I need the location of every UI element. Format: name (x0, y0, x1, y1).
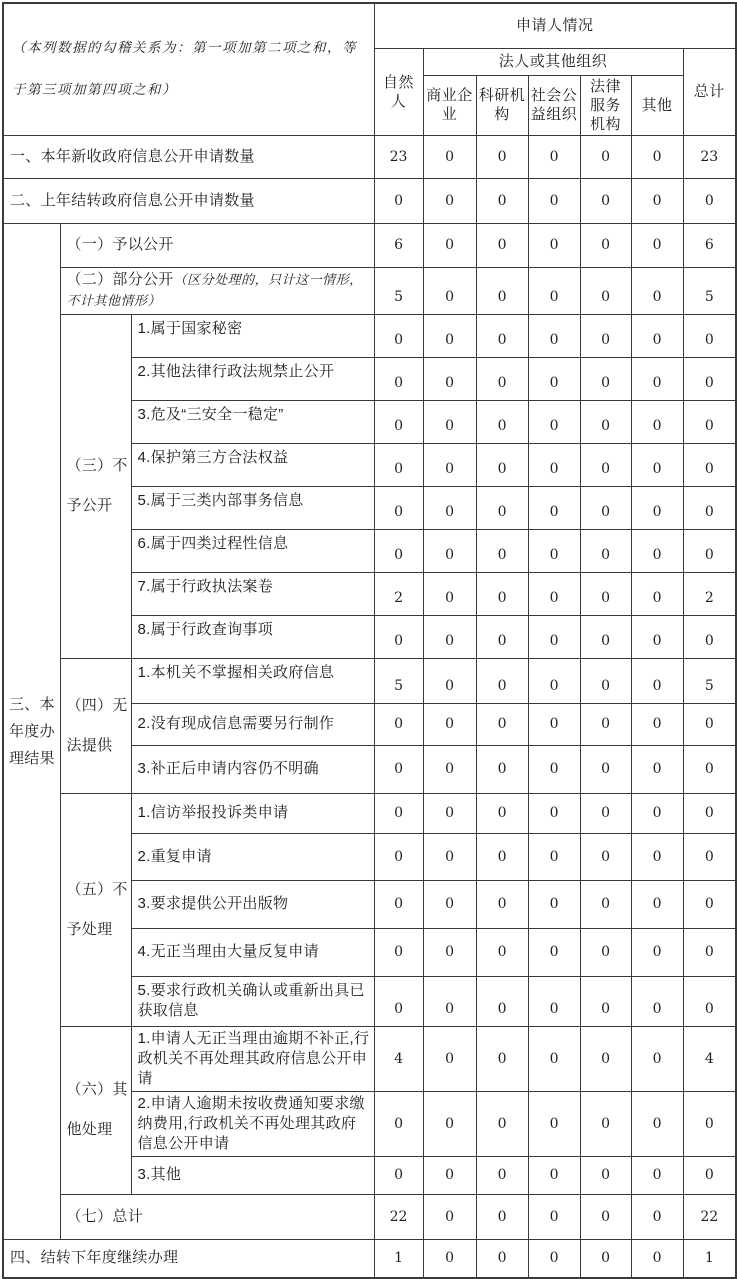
value-cell: 0 (423, 400, 476, 443)
value-cell: 0 (631, 1091, 683, 1156)
value-cell: 5 (374, 658, 423, 703)
value-cell: 0 (631, 833, 683, 880)
value-cell: 0 (423, 703, 476, 745)
value-cell: 0 (580, 572, 631, 615)
value-cell: 0 (580, 267, 631, 314)
value-cell: 5 (683, 267, 736, 314)
section-notprocessed-label: （五）不予处理 (60, 793, 131, 1026)
row-unable-1 (3, 658, 736, 703)
value-cell: 0 (528, 267, 580, 314)
row-granted (3, 223, 736, 267)
value-cell: 0 (528, 1091, 580, 1156)
value-cell: 0 (476, 1239, 528, 1278)
value-cell: 0 (631, 1194, 683, 1239)
value-cell: 0 (374, 928, 423, 976)
value-cell: 23 (374, 135, 423, 178)
value-cell: 0 (476, 357, 528, 400)
section-results-label: 三、本年度办理结果 (3, 223, 60, 1239)
value-cell: 0 (528, 486, 580, 529)
value-cell: 0 (631, 615, 683, 658)
value-cell: 0 (528, 223, 580, 267)
value-cell: 0 (683, 357, 736, 400)
value-cell: 0 (631, 976, 683, 1026)
value-cell: 0 (580, 178, 631, 223)
value-cell: 0 (528, 529, 580, 572)
value-cell: 0 (476, 928, 528, 976)
value-cell: 0 (631, 223, 683, 267)
value-cell: 0 (683, 615, 736, 658)
value-cell: 0 (528, 615, 580, 658)
value-cell: 0 (631, 178, 683, 223)
row-label-notprocessed-2: 2.重复申请 (131, 833, 374, 880)
row-label-carried-over: 二、上年结转政府信息公开申请数量 (3, 178, 374, 223)
value-cell: 0 (631, 1026, 683, 1091)
row-label-refused-1: 1.属于国家秘密 (131, 314, 374, 357)
value-cell: 0 (374, 703, 423, 745)
value-cell: 0 (476, 1091, 528, 1156)
partial-label: （二）部分公开 (66, 270, 174, 288)
value-cell: 0 (374, 357, 423, 400)
value-cell: 0 (476, 1026, 528, 1091)
value-cell: 0 (476, 833, 528, 880)
value-cell: 0 (580, 833, 631, 880)
row-next-year (3, 1239, 736, 1278)
value-cell: 22 (683, 1194, 736, 1239)
value-cell: 0 (631, 443, 683, 486)
section-refused-label: （三）不予公开 (60, 314, 131, 658)
row-partial (3, 267, 736, 314)
value-cell: 4 (683, 1026, 736, 1091)
value-cell: 0 (423, 833, 476, 880)
value-cell: 0 (683, 486, 736, 529)
value-cell: 0 (476, 1156, 528, 1194)
value-cell: 0 (374, 1156, 423, 1194)
row-label-subtotal: （七）总计 (60, 1194, 374, 1239)
col-header-other-org: 其他 (631, 75, 683, 135)
value-cell: 0 (631, 529, 683, 572)
value-cell: 0 (374, 529, 423, 572)
row-label-other-3: 3.其他 (131, 1156, 374, 1194)
value-cell: 0 (580, 1091, 631, 1156)
value-cell: 0 (528, 178, 580, 223)
value-cell: 0 (423, 443, 476, 486)
value-cell: 0 (683, 928, 736, 976)
value-cell: 0 (476, 443, 528, 486)
value-cell: 0 (476, 880, 528, 928)
value-cell: 0 (423, 135, 476, 178)
value-cell: 0 (631, 486, 683, 529)
value-cell: 6 (683, 223, 736, 267)
value-cell: 0 (580, 880, 631, 928)
value-cell: 0 (580, 928, 631, 976)
col-header-research: 科研机构 (476, 75, 528, 135)
value-cell: 0 (631, 745, 683, 793)
row-subtotal (3, 1194, 736, 1239)
col-header-public-welfare: 社会公益组织 (528, 75, 580, 135)
value-cell: 0 (476, 976, 528, 1026)
value-cell: 0 (631, 1156, 683, 1194)
value-cell: 0 (580, 976, 631, 1026)
value-cell: 0 (631, 880, 683, 928)
row-label-unable-2: 2.没有现成信息需要另行制作 (131, 703, 374, 745)
value-cell: 4 (374, 1026, 423, 1091)
value-cell: 0 (423, 1026, 476, 1091)
value-cell: 0 (476, 1194, 528, 1239)
row-label-granted: （一）予以公开 (60, 223, 374, 267)
value-cell: 0 (631, 314, 683, 357)
value-cell: 5 (683, 658, 736, 703)
value-cell: 0 (423, 1156, 476, 1194)
value-cell: 0 (580, 357, 631, 400)
row-label-refused-7: 7.属于行政执法案卷 (131, 572, 374, 615)
value-cell: 0 (528, 443, 580, 486)
value-cell: 2 (683, 572, 736, 615)
corner-note: （本列数据的勾稽关系为：第一项加第二项之和，等于第三项加第四项之和） (3, 3, 374, 135)
value-cell: 0 (631, 658, 683, 703)
value-cell: 0 (580, 1156, 631, 1194)
row-label-refused-5: 5.属于三类内部事务信息 (131, 486, 374, 529)
row-carried-over (3, 178, 736, 223)
value-cell: 0 (631, 357, 683, 400)
value-cell: 0 (580, 400, 631, 443)
row-label-partial (60, 267, 374, 314)
value-cell: 0 (476, 572, 528, 615)
value-cell: 0 (476, 135, 528, 178)
disclosure-request-table (2, 2, 737, 1279)
value-cell: 0 (374, 880, 423, 928)
value-cell: 0 (476, 400, 528, 443)
value-cell: 0 (683, 529, 736, 572)
value-cell: 0 (528, 135, 580, 178)
value-cell: 0 (683, 793, 736, 833)
value-cell: 0 (374, 178, 423, 223)
value-cell: 0 (476, 178, 528, 223)
header-row-1 (3, 3, 736, 48)
value-cell: 0 (476, 745, 528, 793)
value-cell: 0 (528, 1239, 580, 1278)
value-cell: 0 (476, 615, 528, 658)
value-cell: 0 (423, 314, 476, 357)
value-cell: 0 (528, 833, 580, 880)
row-label-other-2: 2.申请人逾期未按收费通知要求缴纳费用,行政机关不再处理其政府信息公开申请 (131, 1091, 374, 1156)
value-cell: 0 (374, 793, 423, 833)
value-cell: 0 (683, 1156, 736, 1194)
value-cell: 0 (423, 1091, 476, 1156)
row-new-received (3, 135, 736, 178)
value-cell: 23 (683, 135, 736, 178)
value-cell: 0 (683, 976, 736, 1026)
value-cell: 0 (580, 529, 631, 572)
row-label-refused-3: 3.危及“三安全一稳定” (131, 400, 374, 443)
value-cell: 0 (683, 880, 736, 928)
value-cell: 0 (528, 928, 580, 976)
value-cell: 0 (423, 223, 476, 267)
value-cell: 0 (423, 529, 476, 572)
value-cell: 0 (683, 745, 736, 793)
value-cell: 0 (476, 703, 528, 745)
value-cell: 0 (423, 178, 476, 223)
value-cell: 0 (528, 703, 580, 745)
row-label-refused-8: 8.属于行政查询事项 (131, 615, 374, 658)
value-cell: 0 (374, 400, 423, 443)
value-cell: 0 (374, 745, 423, 793)
value-cell: 0 (528, 357, 580, 400)
value-cell: 5 (374, 267, 423, 314)
value-cell: 0 (423, 357, 476, 400)
value-cell: 0 (423, 1194, 476, 1239)
value-cell: 0 (528, 572, 580, 615)
value-cell: 0 (528, 1194, 580, 1239)
col-header-total: 总计 (683, 48, 736, 135)
col-header-legal-org: 法人或其他组织 (423, 48, 683, 75)
value-cell: 2 (374, 572, 423, 615)
value-cell: 0 (683, 833, 736, 880)
value-cell: 0 (374, 1091, 423, 1156)
value-cell: 22 (374, 1194, 423, 1239)
value-cell: 0 (423, 267, 476, 314)
value-cell: 6 (374, 223, 423, 267)
value-cell: 0 (580, 135, 631, 178)
value-cell: 0 (683, 1091, 736, 1156)
value-cell: 0 (528, 314, 580, 357)
value-cell: 0 (683, 703, 736, 745)
value-cell: 0 (374, 833, 423, 880)
section-other-label: （六）其他处理 (60, 1026, 131, 1194)
row-label-unable-1: 1.本机关不掌握相关政府信息 (131, 658, 374, 703)
value-cell: 0 (423, 793, 476, 833)
value-cell: 0 (683, 443, 736, 486)
value-cell: 0 (528, 1026, 580, 1091)
value-cell: 0 (631, 793, 683, 833)
row-label-refused-2: 2.其他法律行政法规禁止公开 (131, 357, 374, 400)
value-cell: 0 (631, 267, 683, 314)
value-cell: 0 (631, 703, 683, 745)
value-cell: 0 (423, 658, 476, 703)
value-cell: 0 (374, 314, 423, 357)
row-label-other-1: 1.申请人无正当理由逾期不补正,行政机关不再处理其政府信息公开申请 (131, 1026, 374, 1091)
value-cell: 0 (423, 615, 476, 658)
row-label-notprocessed-5: 5.要求行政机关确认或重新出具已获取信息 (131, 976, 374, 1026)
value-cell: 1 (374, 1239, 423, 1278)
value-cell: 0 (580, 314, 631, 357)
value-cell: 1 (683, 1239, 736, 1278)
value-cell: 0 (631, 928, 683, 976)
value-cell: 0 (580, 486, 631, 529)
row-label-notprocessed-1: 1.信访举报投诉类申请 (131, 793, 374, 833)
value-cell: 0 (528, 1156, 580, 1194)
value-cell: 0 (683, 314, 736, 357)
value-cell: 0 (423, 928, 476, 976)
value-cell: 0 (580, 658, 631, 703)
value-cell: 0 (423, 486, 476, 529)
value-cell: 0 (631, 400, 683, 443)
value-cell: 0 (423, 880, 476, 928)
value-cell: 0 (423, 745, 476, 793)
row-label-unable-3: 3.补正后申请内容仍不明确 (131, 745, 374, 793)
value-cell: 0 (580, 1026, 631, 1091)
value-cell: 0 (374, 486, 423, 529)
value-cell: 0 (374, 976, 423, 1026)
value-cell: 0 (631, 572, 683, 615)
value-cell: 0 (374, 443, 423, 486)
value-cell: 0 (374, 615, 423, 658)
value-cell: 0 (476, 267, 528, 314)
col-header-commercial: 商业企业 (423, 75, 476, 135)
value-cell: 0 (580, 793, 631, 833)
row-label-next-year: 四、结转下年度继续办理 (3, 1239, 374, 1278)
value-cell: 0 (683, 178, 736, 223)
row-label-notprocessed-4: 4.无正当理由大量反复申请 (131, 928, 374, 976)
value-cell: 0 (423, 572, 476, 615)
value-cell: 0 (631, 1239, 683, 1278)
value-cell: 0 (528, 400, 580, 443)
row-label-new-received: 一、本年新收政府信息公开申请数量 (3, 135, 374, 178)
value-cell: 0 (476, 529, 528, 572)
value-cell: 0 (580, 745, 631, 793)
value-cell: 0 (528, 976, 580, 1026)
row-refused-1 (3, 314, 736, 357)
col-header-legal-service: 法律服务机构 (580, 75, 631, 135)
row-label-refused-6: 6.属于四类过程性信息 (131, 529, 374, 572)
value-cell: 0 (580, 615, 631, 658)
value-cell: 0 (580, 223, 631, 267)
value-cell: 0 (580, 443, 631, 486)
value-cell: 0 (528, 745, 580, 793)
value-cell: 0 (476, 314, 528, 357)
value-cell: 0 (476, 486, 528, 529)
value-cell: 0 (423, 1239, 476, 1278)
value-cell: 0 (476, 793, 528, 833)
row-notprocessed-1 (3, 793, 736, 833)
section-unable-label: （四）无法提供 (60, 658, 131, 793)
value-cell: 0 (528, 658, 580, 703)
value-cell: 0 (476, 658, 528, 703)
value-cell: 0 (476, 223, 528, 267)
value-cell: 0 (423, 976, 476, 1026)
value-cell: 0 (528, 880, 580, 928)
value-cell: 0 (683, 400, 736, 443)
value-cell: 0 (580, 703, 631, 745)
col-header-natural-person: 自然人 (374, 48, 423, 135)
value-cell: 0 (580, 1239, 631, 1278)
value-cell: 0 (631, 135, 683, 178)
value-cell: 0 (580, 1194, 631, 1239)
row-label-notprocessed-3: 3.要求提供公开出版物 (131, 880, 374, 928)
row-other-1 (3, 1026, 736, 1091)
row-label-refused-4: 4.保护第三方合法权益 (131, 443, 374, 486)
partial-note: （区分处理的，只计这一情形，不计其他情形） (66, 272, 363, 309)
value-cell: 0 (528, 793, 580, 833)
applicant-situation-header: 申请人情况 (374, 3, 736, 48)
